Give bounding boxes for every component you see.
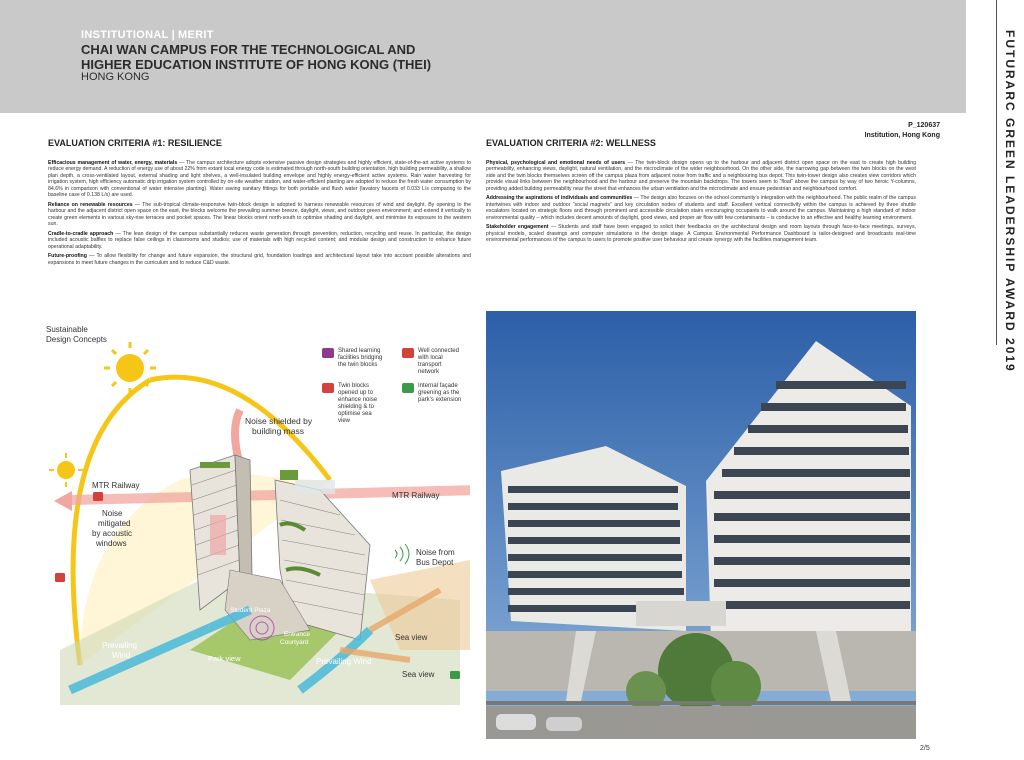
para-lead: Stakeholder engagement	[486, 224, 549, 231]
para-lead: Cradle-to-cradle approach	[48, 230, 114, 237]
project-id: P_120637	[908, 122, 940, 129]
criteria-1-para	[48, 160, 471, 198]
greening-icon	[402, 383, 414, 393]
category-label: INSTITUTIONAL	[81, 29, 169, 41]
para-lead: Future-proofing	[48, 253, 87, 260]
para-text: — To allow flexibility for change and future expansion, the structural grid, foundation loadings and architectural layout take into account possible alterations and expansions to meet future changes in the curriculum and to reduce C&D waste.	[48, 253, 471, 266]
prevailing-wind-label-2: Prevailing Wind	[316, 657, 372, 666]
criteria-2-para	[486, 195, 916, 221]
category-line	[81, 29, 214, 41]
noise-bus-depot-label: Noise from Bus Depot	[416, 548, 455, 567]
prevailing-wind-label-1: Prevailing Wind	[102, 641, 138, 660]
para-text: — The sub-tropical climate-responsive twin-block design is adopted to harness renewable resources of wind and daylight. By opening to the harbour and the adjacent district open space on the east, the blocks welcome the prevailing summer breeze, daylight, views, and outdoor green environment; and extend it vertically to create green elements in various sky-rise terraces and pocket spaces. The linear blocks orient north-south to optimise shading and daylight, and minimise its exposure to the western sun.	[48, 201, 471, 228]
legend-item	[322, 348, 384, 368]
mtr-label-right: MTR Railway	[392, 491, 440, 500]
title-line-1: CHAI WAN CAMPUS FOR THE TECHNOLOGICAL AND	[81, 42, 416, 57]
project-title	[81, 42, 501, 72]
bus-icon	[55, 573, 65, 582]
merit-label: MERIT	[178, 29, 214, 41]
mtr-label-left: MTR Railway	[92, 481, 140, 490]
criteria-1-para	[48, 253, 471, 266]
criteria-2-heading: EVALUATION CRITERIA #2: WELLNESS	[486, 138, 656, 148]
award-title: FUTURARC GREEN LEADERSHIP AWARD 2019	[1003, 30, 1017, 373]
noise-shielded-label-1: Noise shielded by	[245, 416, 313, 426]
sea-view-label-2: Sea view	[402, 670, 435, 679]
noise-mitigated-label: Noise mitigated by acoustic windows	[92, 509, 133, 548]
sun-icon	[49, 453, 83, 487]
para-lead: Reliance on renewable resources	[48, 201, 133, 208]
entrance-courtyard-label: Entrance Courtyard	[280, 631, 311, 646]
para-lead: Efficacious management of water, energy, materials	[48, 160, 178, 166]
bridge	[636, 601, 726, 626]
criteria-2-body	[486, 160, 916, 247]
criteria-1-para	[48, 202, 471, 228]
header-band	[0, 0, 966, 113]
mtr-arrow-head	[54, 491, 72, 511]
bus-stop-icon	[450, 671, 460, 679]
car	[546, 717, 582, 731]
sun-icon	[104, 342, 156, 394]
svg-text:Shared learning facili: Shared learning facilities bridging the twin blocks	[338, 348, 383, 368]
project-location: HONG KONG	[81, 71, 150, 83]
page-number: 2/5	[920, 745, 930, 752]
diagram-title-2: Design Concepts	[46, 335, 107, 344]
criteria-1-heading: EVALUATION CRITERIA #1: RESILIENCE	[48, 138, 222, 148]
twin-blocks-icon	[322, 383, 334, 393]
park-view-label: Park view	[208, 654, 241, 663]
legend-item	[322, 383, 379, 424]
sustainable-design-diagram	[40, 320, 470, 705]
sea-view-label-1: Sea view	[395, 633, 428, 642]
transport-icon	[402, 348, 414, 358]
para-text: — The design also focuses on the school community’s integration with the neighbourhood. The public realm of the campus intertwines with indoor and outdoor “social magnets” and key circulation nodes of students and staff. Excellent vertical connectivity within the campus is achieved by three shuttle escalators located on strategic floors and through prominent and accessible circulation stairs encouraging occupants to walk around the campus. Maintaining a high standard of indoor environmental quality – which includes decent amounts of daylight, good views, and proper air flow with few contaminants – is conducive to an effective and healthy learning environment.	[486, 195, 916, 221]
svg-text:Well connected with lo: Well connected with local transport network	[418, 348, 459, 375]
legend-item	[402, 383, 461, 403]
svg-text:Internal façade greeni: Internal façade greening as the park’s extension	[418, 383, 462, 403]
noise-shielded-label-2: building mass	[252, 426, 304, 436]
diagram-title-1: Sustainable	[46, 325, 88, 334]
para-lead: Physical, psychological and emotional needs of users	[486, 160, 626, 166]
legend-item	[402, 348, 461, 375]
award-divider	[996, 0, 997, 345]
title-line-2: HIGHER EDUCATION INSTITUTE OF HONG KONG (THEI)	[81, 57, 432, 72]
criteria-1-para	[48, 231, 471, 250]
student-plaza-label: Student Plaza	[230, 607, 271, 614]
train-icon	[93, 492, 103, 501]
para-text: — Students and staff have been engaged to solicit their feedbacks on the architectural design and room layouts through face-to-face meetings, surveys, physical models, scaled drawings and computer simulations in the design stage. A Campus Environmental Performance Dashboard is tailor-designed and broadcasts real-time environmental performances of the campus to users to promote positive user behaviour and create synergy with the facilities management team.	[486, 224, 916, 244]
project-type: Institution, Hong Kong	[864, 132, 940, 139]
project-info	[865, 121, 940, 141]
criteria-2-para	[486, 160, 916, 192]
para-text: — The campus architecture adopts extensive passive design strategies and highly efficient, state-of-the-art active systems to reduce energy demand. A reduction of energy use of about 22% from extant local energy code is estimated through north-south building orientation, high building permeability, a shallow plan depth, a cross-ventilated layout, external shading and light shelves, a well-insulated building envelope and highly energy-efficient active systems. Rain water harvesting for irrigation system, high efficiency automatic drip irrigation system controlled by on-site weather station, and water-efficient planting are adopted to reduce the fresh water consumption by 84.6% in comparison with conventional of water intensive planting). Water saving sanitary fittings for both portable and flush water (lavatory faucets of 0.033 L/s comparing to the baseline case of 0.138 L/s) are used.	[48, 160, 471, 199]
para-text: — The lean design of the campus substantially reduces waste generation through prevention, reduction, recycling and reuse. In particular, the design included acoustic baffles to replace false ceilings in classrooms and studios; use of materials with high recycled content; and modular design and construction to enhance future operational adaptability.	[48, 230, 472, 250]
category-separator: |	[171, 29, 176, 41]
building-photo	[486, 311, 916, 739]
car	[496, 714, 536, 730]
shared-learning-icon	[322, 348, 334, 358]
svg-text:Twin blocks opened up: Twin blocks opened up to enhance noise shielding & to optimise sea view	[338, 383, 378, 424]
para-lead: Addressing the aspirations of individuals and communities	[486, 195, 633, 202]
criteria-2-para	[486, 224, 916, 243]
criteria-1-body	[48, 160, 471, 270]
fence	[486, 701, 916, 705]
para-text: — The twin-block design opens up to the harbour and adjacent district open space on the east to create high building permeability, enhancing views, daylight, natural ventilation, and the microclimate of the wider neighbourhood. On the other side, the narrowing gap between the twin blocks on the west side and the twin blocks themselves screen off the campus plaza from adjacent noise from traffic and a neighbouring bus depot. This twin-tower design also creates view corridors which provide visual links between the neighbourhood and the harbour and preserve the mountain backdrops. The towers seem to “float” above the campus by way of two heroic Y-columns, providing added building permeability near the street that enhances the urban ventilation and the microclimate and ensure pedestrian and neighbourhood comfort.	[486, 160, 916, 192]
legend	[322, 348, 461, 424]
noise-waves-icon	[395, 544, 409, 564]
